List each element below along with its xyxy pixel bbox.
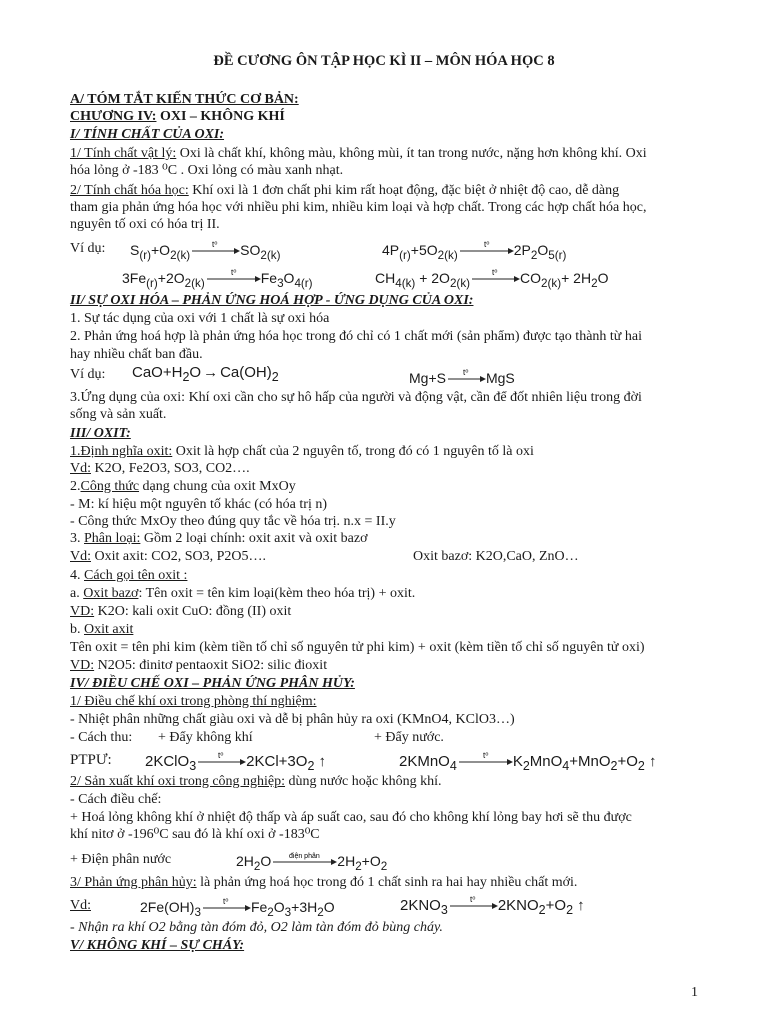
equation-electrolysis: $2H_2O$ điện phân $2H_2+O_2$ [236, 853, 388, 873]
acid-oxide-naming-examples-text: N2O5: đinitơ pentaoxit SiO2: silic đioxit [94, 658, 328, 673]
oxide-formula-text: dạng chung của oxit MxOy [139, 479, 296, 494]
industrial-production-text: dùng nước hoặc không khí. [285, 774, 442, 789]
basic-oxide-naming-label: Oxit bazơ [83, 586, 139, 601]
svg-text:t⁰: t⁰ [492, 269, 498, 277]
oxygen-uses-line: 3.Ứng dụng của oxi: Khí oxi cần cho sự hô hấp của người và động vật, cần để đốt nhiên liệu trong đời [70, 390, 642, 405]
physical-property-line [70, 146, 647, 162]
liquefaction-line: + Hoá lỏng không khí ở nhiệt độ thấp và áp suất cao, sau đó cho không khí lỏng bay hơi sẽ thu được [70, 810, 632, 825]
page-title: ĐỀ CƯƠNG ÔN TẬP HỌC KÌ II – MÔN HÓA HỌC 8 [213, 53, 555, 69]
lab-preparation-heading: 1/ Điều chế khí oxi trong phòng thí nghiệm: [70, 694, 317, 709]
vd-label: Vd: [70, 461, 91, 476]
vd-label-decomposition: Vd: [70, 898, 91, 913]
decomposition-label: 3/ Phản ứng phân hủy: [70, 875, 197, 890]
physical-property-line-2: hóa lỏng ở -183 ⁰C . Oxi lỏng có màu xanh nhạt. [70, 163, 344, 178]
svg-text:điện phân: điện phân [289, 853, 321, 860]
oxide-naming-label: Cách gọi tên oxit : [84, 568, 188, 583]
oxide-classification-number: 3. [70, 531, 84, 546]
oxide-definition-label: 1.Định nghĩa oxit: [70, 444, 173, 459]
svg-text:t⁰: t⁰ [230, 269, 237, 277]
vd-label: VD: [70, 604, 95, 619]
industrial-production-label: 2/ Sản xuất khí oxi trong công nghiệp: [70, 774, 286, 789]
acid-oxide-naming-rule: Tên oxit = tên phi kim (kèm tiền tố chỉ số nguyên tử phi kim) + oxit (kèm tiền tố chỉ số nguyên tử oxi) [70, 640, 645, 655]
arrow-icon [458, 241, 514, 257]
example-label-2: Ví dụ: [70, 367, 106, 382]
section-1-heading: I/ TÍNH CHẤT CỦA OXI: [70, 127, 225, 142]
acid-oxide-naming-label: Oxit axit [84, 622, 134, 637]
section-a-heading: A/ TÓM TẮT KIẾN THỨC CƠ BẢN: [70, 92, 299, 107]
arrow-icon [448, 896, 498, 912]
equation-s-o2: $S_{(r)}+O_{2(k)}$ t⁰ $SO_{2(k)}$ [130, 241, 281, 262]
chemical-property-label: 2/ Tính chất hóa học: [70, 183, 189, 198]
decomposition-line [70, 875, 577, 891]
collection-method-label: - Cách thu: [70, 730, 133, 745]
svg-text:t⁰: t⁰ [469, 896, 476, 904]
physical-property-text: Oxi là chất khí, không màu, không mùi, ít tan trong nước, nặng hơn không khí. Oxi [176, 146, 647, 161]
section-5-heading: V/ KHÔNG KHÍ – SỰ CHÁY: [70, 938, 245, 953]
arrow-icon [205, 269, 261, 285]
basic-oxide-naming-text: : Tên oxit = tên kim loại(kèm theo hóa trị) + oxit. [138, 586, 416, 601]
oxygen-uses-line-2: sống và sản xuất. [70, 407, 167, 422]
arrow-icon [457, 752, 513, 768]
svg-text:t⁰: t⁰ [218, 752, 224, 760]
equation-ch4-o2: $CH_{4(k)} + 2O_{2(k)}$ t⁰ $CO_{2(k)}+ 2H_2O$ [375, 269, 609, 290]
page-number: 1 [691, 985, 698, 1000]
collection-air: + Đẩy không khí [158, 730, 253, 745]
oxide-examples [70, 461, 250, 477]
chapter-label: CHƯƠNG IV: [70, 109, 157, 124]
equation-fe-o2: $3Fe_{(r)}+2O_{2(k)}$ t⁰ $Fe_3O_{4(r)}$ [122, 269, 313, 290]
acid-oxide-naming-heading [70, 622, 133, 638]
oxidation-definition: 1. Sự tác dụng của oxi với 1 chất là sự oxi hóa [70, 311, 330, 326]
electrolysis-label: + Điện phân nước [70, 852, 172, 867]
example-label: Ví dụ: [70, 241, 106, 256]
chemical-property-text: Khí oxi là 1 đơn chất phi kim rất hoạt động, đặc biệt ở nhiệt độ cao, dễ dàng [188, 183, 620, 198]
arrow-icon [190, 241, 240, 257]
chemical-property-line [70, 183, 619, 199]
svg-text:t⁰: t⁰ [212, 241, 218, 249]
svg-text:t⁰: t⁰ [222, 898, 229, 906]
equation-feoh3: $2Fe(OH)_3$ t⁰ $Fe_2O_3+3H_2O$ [140, 898, 335, 919]
oxide-formula-number: 2. [70, 479, 81, 494]
section-2-heading: II/ SỰ OXI HÓA – PHẢN ỨNG HOÁ HỢP - ỨNG DỤNG CỦA OXI: [70, 293, 474, 308]
oxide-formula-label: Công thức [80, 479, 140, 494]
vd-label: VD: [70, 658, 95, 673]
equation-kclo3: 2KClO$_3$ t⁰ $2KCl+3O_2$ ↑ [145, 752, 327, 773]
oxide-formula-rule: - Công thức MxOy theo đúng quy tắc về hóa trị. n.x = II.y [70, 514, 396, 529]
vd-label: Vd: [70, 549, 91, 564]
oxide-naming-heading [70, 568, 187, 584]
basic-oxide-naming-examples-text: K2O: kali oxit CuO: đồng (II) oxit [94, 604, 292, 619]
oxide-classification-label: Phân loại: [84, 531, 141, 546]
collection-water: + Đẩy nước. [374, 730, 444, 745]
basic-oxide-naming [70, 586, 415, 602]
section-4-heading: IV/ ĐIỀU CHẾ OXI – PHẢN ỨNG PHÂN HỦY: [70, 676, 355, 691]
arrow-icon [470, 269, 520, 285]
acid-oxide-text: Oxit axit: CO2, SO3, P2O5…. [91, 549, 267, 564]
oxide-definition [70, 444, 534, 460]
chemical-property-line-3: nguyên tố oxi có hóa trị II. [70, 217, 220, 232]
equation-cao-h2o: $CaO+H_2O \to Ca(OH)_2$ [132, 364, 279, 384]
chapter-name: OXI – KHÔNG KHÍ [156, 109, 285, 124]
liquefaction-line-2: khí nitơ ở -196⁰C sau đó là khí oxi ở -183⁰C [70, 827, 320, 842]
basic-oxide-naming-examples [70, 604, 291, 620]
equation-kno3: $2KNO_3$ t⁰ $2KNO_2+O_2$ ↑ [400, 896, 585, 917]
oxide-definition-text: Oxit là hợp chất của 2 nguyên tố, trong đó có 1 nguyên tố là oxi [172, 444, 534, 459]
combination-reaction-line-2: hay nhiều chất ban đầu. [70, 347, 203, 362]
oxide-examples-text: K2O, Fe2O3, SO3, CO2…. [91, 461, 250, 476]
section-3-heading: III/ OXIT: [70, 426, 131, 441]
acid-oxide-examples [70, 549, 266, 565]
decomposition-text: là phản ứng hoá học trong đó 1 chất sinh ra hai hay nhiều chất mới. [196, 875, 578, 890]
lab-preparation-line: - Nhiệt phân những chất giàu oxi và dễ bị phân hủy ra oxi (KMnO4, KClO3…) [70, 712, 515, 727]
oxide-naming-number: 4. [70, 568, 84, 583]
combination-reaction-line: 2. Phản ứng hoá hợp là phản ứng hóa học trong đó chỉ có 1 chất mới (sản phẩm) được tạo thành từ hai [70, 329, 642, 344]
basic-oxide-naming-letter: a. [70, 586, 84, 601]
arrow-icon [446, 369, 486, 385]
industrial-production-line [70, 774, 442, 790]
oxide-classification [70, 531, 367, 547]
reaction-equation-label: PTPƯ: [70, 752, 112, 768]
svg-text:t⁰: t⁰ [482, 752, 489, 760]
equation-mg-s: Mg+S t⁰ MgS [409, 369, 515, 386]
equation-p-o2: $4P_{(r)}+5O_{2(k)}$ t⁰ $2P_2O_{5(r)}$ [382, 241, 567, 262]
oxide-formula-m: - M: kí hiệu một nguyên tố khác (có hóa trị n) [70, 497, 327, 512]
chemical-property-line-2: tham gia phản ứng hóa học với nhiều phi kim, nhiều kim loại và hợp chất. Trong các hợp chất hóa học, [70, 200, 647, 215]
arrow-icon [271, 852, 337, 868]
oxygen-detection-note: - Nhận ra khí O2 bằng tàn đóm đỏ, O2 làm tàn đóm đỏ bùng cháy. [70, 920, 443, 935]
arrow-icon [196, 752, 246, 768]
svg-text:t⁰: t⁰ [462, 369, 469, 377]
arrow-icon [201, 898, 251, 914]
acid-oxide-naming-examples [70, 658, 327, 674]
preparation-method-label: - Cách điều chế: [70, 792, 162, 807]
chapter-heading [70, 109, 285, 125]
svg-text:t⁰: t⁰ [483, 241, 490, 249]
oxide-classification-text: Gồm 2 loại chính: oxit axit và oxit bazơ [140, 531, 368, 546]
physical-property-label: 1/ Tính chất vật lý: [70, 146, 177, 161]
basic-oxide-examples: Oxit bazơ: K2O,CaO, ZnO… [413, 549, 579, 564]
oxide-formula-line [70, 479, 296, 495]
acid-oxide-naming-letter: b. [70, 622, 84, 637]
equation-kmno4: 2KMnO$_4$ t⁰ $K_2MnO_4+MnO_2+O_2$ ↑ [399, 752, 657, 773]
